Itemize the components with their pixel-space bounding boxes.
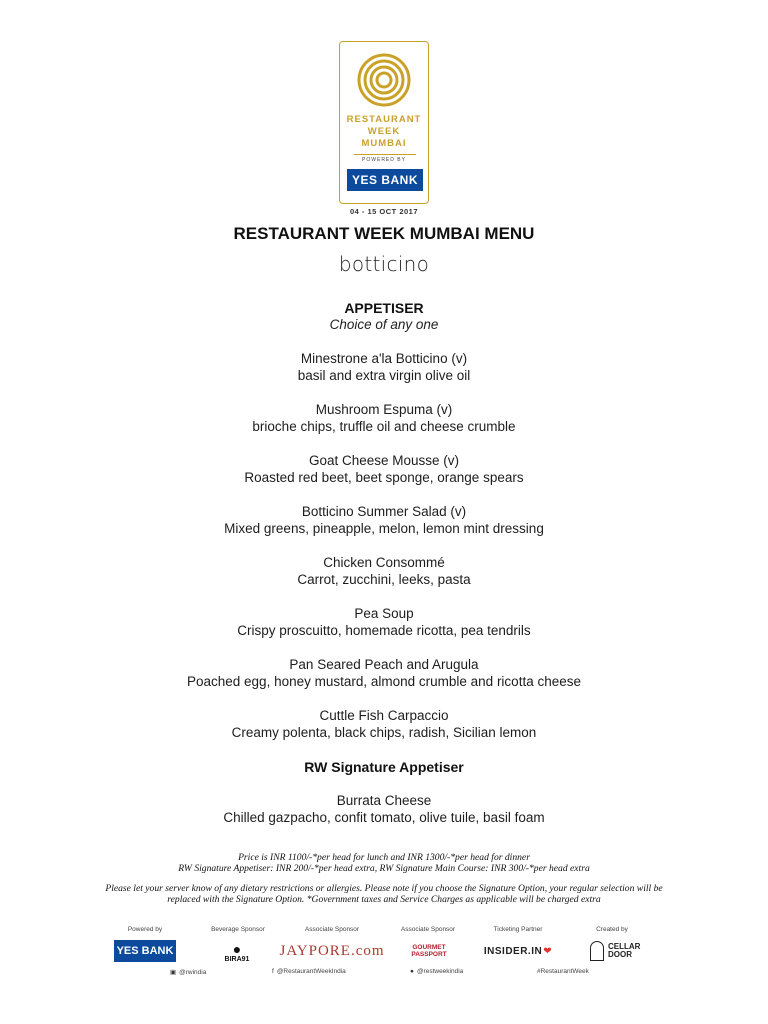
restaurant-week-logo bbox=[339, 41, 429, 204]
sponsor-label: Powered by bbox=[127, 926, 163, 933]
dish-description: Poached egg, honey mustard, almond crumble and ricotta cheese bbox=[187, 674, 581, 689]
dish-item bbox=[0, 350, 768, 384]
insider-logo bbox=[482, 940, 554, 962]
event-dates: 04 - 15 OCT 2017 bbox=[349, 207, 419, 216]
yes-bank-logo: YES BANK bbox=[114, 940, 176, 962]
dish-name: Pan Seared Peach and Arugula bbox=[289, 657, 479, 672]
dish-name: Minestrone a'la Botticino (v) bbox=[300, 351, 468, 366]
hashtag bbox=[537, 968, 589, 975]
cellar-door-wordmark: CELLAR DOOR bbox=[608, 942, 641, 959]
dish-name: Botticino Summer Salad (v) bbox=[301, 504, 467, 519]
dish-description: Creamy polenta, black chips, radish, Sicilian lemon bbox=[231, 725, 537, 740]
dish-description: Mixed greens, pineapple, melon, lemon mint dressing bbox=[224, 521, 544, 536]
gourmet-passport-logo bbox=[410, 937, 448, 965]
appetiser-subheading: Choice of any one bbox=[329, 317, 439, 332]
insider-wordmark: INSIDER.IN bbox=[483, 945, 543, 957]
sponsor-label: Created by bbox=[596, 926, 628, 933]
heart-icon: ❤ bbox=[543, 945, 553, 957]
dish-item bbox=[0, 452, 768, 486]
restaurant-name: botticino bbox=[338, 252, 430, 276]
logo-powered-by: POWERED BY bbox=[362, 157, 406, 163]
dish-item bbox=[0, 707, 768, 741]
dish-description: Roasted red beet, beet sponge, orange spears bbox=[244, 470, 524, 485]
dish-item bbox=[0, 656, 768, 690]
dish-name: Cuttle Fish Carpaccio bbox=[319, 708, 449, 723]
dish-name: Burrata Cheese bbox=[336, 793, 432, 808]
twitter-text: @restweekindia bbox=[416, 968, 464, 975]
sponsor-label: Associate Sponsor bbox=[400, 926, 456, 933]
facebook-handle bbox=[272, 968, 346, 975]
facebook-icon: f bbox=[272, 968, 274, 975]
logo-line-restaurant: RESTAURANT bbox=[346, 114, 422, 125]
dietary-note: Please let your server know of any dietary restrictions or allergies. Please note if you choose the Signature Option, your regular selection will be replaced with the Signature Option. *Government taxes and Service Charges as applicable will be charged extra bbox=[105, 883, 663, 905]
dish-description: Carrot, zucchini, leeks, pasta bbox=[297, 572, 471, 587]
dish-description: Crispy proscuitto, homemade ricotta, pea tendrils bbox=[237, 623, 531, 638]
facebook-text: @RestaurantWeekIndia bbox=[276, 968, 346, 975]
door-arch-icon bbox=[590, 941, 604, 961]
hashtag-text: #RestaurantWeek bbox=[537, 968, 589, 975]
monkey-icon: ● bbox=[232, 940, 242, 957]
twitter-handle bbox=[410, 968, 463, 975]
dish-description: Chilled gazpacho, confit tomato, olive tuile, basil foam bbox=[223, 810, 545, 825]
gourmet-passport-wordmark: GOURMET PASSPORT bbox=[411, 944, 447, 958]
bira91-logo bbox=[222, 938, 252, 966]
dish-item bbox=[0, 554, 768, 588]
jaypore-logo: JAYPORE.com bbox=[279, 942, 385, 959]
sponsor-label: Ticketing Partner bbox=[493, 926, 543, 933]
dish-name: Chicken Consommé bbox=[323, 555, 445, 570]
logo-bank-name: YES BANK bbox=[347, 169, 423, 191]
dish-description: basil and extra virgin olive oil bbox=[297, 368, 471, 383]
twitter-icon: ● bbox=[410, 968, 414, 975]
instagram-handle bbox=[170, 968, 206, 976]
cellar-door-logo bbox=[584, 940, 644, 962]
instagram-icon: ▣ bbox=[170, 969, 177, 976]
signature-heading: RW Signature Appetiser bbox=[304, 759, 464, 775]
spiral-icon bbox=[356, 50, 412, 110]
price-info bbox=[90, 852, 678, 874]
sponsor-label: Associate Sponsor bbox=[304, 926, 360, 933]
appetiser-heading: APPETISER bbox=[344, 300, 424, 316]
logo-line-mumbai: MUMBAI bbox=[361, 138, 407, 149]
bira91-wordmark: BIRA91 bbox=[224, 955, 250, 963]
dish-item bbox=[0, 503, 768, 537]
price-line: Price is INR 1100/-*per head for lunch and INR 1300/-*per head for dinner bbox=[238, 852, 530, 863]
instagram-text: @rwindia bbox=[179, 968, 207, 976]
sponsor-label: Beverage Sponsor bbox=[211, 926, 265, 933]
menu-title: RESTAURANT WEEK MUMBAI MENU bbox=[233, 224, 535, 243]
dish-description: brioche chips, truffle oil and cheese crumble bbox=[252, 419, 516, 434]
dish-item bbox=[0, 792, 768, 826]
dish-item bbox=[0, 401, 768, 435]
price-line: RW Signature Appetiser: INR 200/-*per head extra, RW Signature Main Course: INR 300/-*per head extra bbox=[178, 863, 590, 874]
dish-item bbox=[0, 605, 768, 639]
dish-name: Goat Cheese Mousse (v) bbox=[308, 453, 460, 468]
dish-name: Pea Soup bbox=[354, 606, 414, 621]
logo-line-week: WEEK bbox=[367, 126, 401, 137]
logo-divider bbox=[354, 154, 416, 155]
dish-name: Mushroom Espuma (v) bbox=[315, 402, 453, 417]
